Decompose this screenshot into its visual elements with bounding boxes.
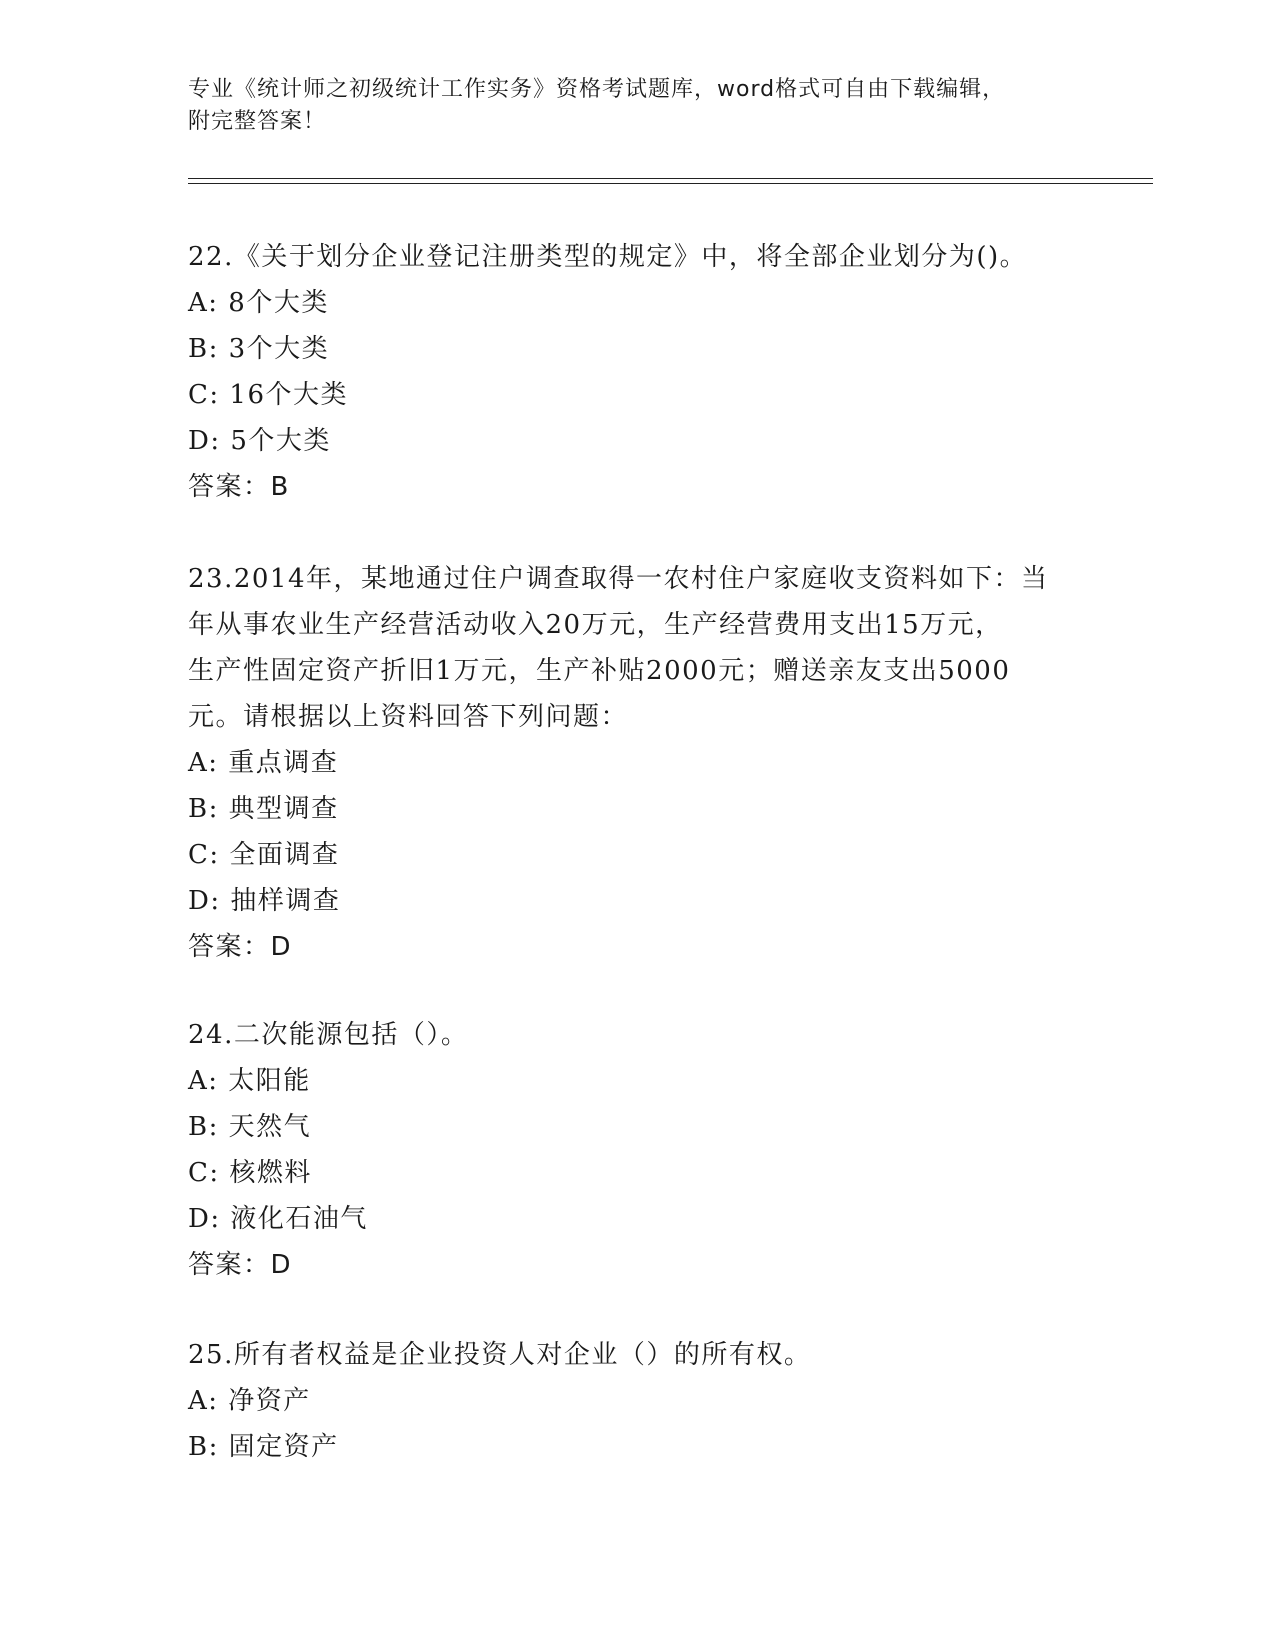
option-d: D: 5个大类 xyxy=(188,426,331,456)
option-a: A: 净资产 xyxy=(188,1386,311,1416)
option-b: B: 天然气 xyxy=(188,1112,312,1142)
question-24 xyxy=(188,1012,1088,1288)
option-a: A: 重点调查 xyxy=(188,748,339,778)
option-a: A: 太阳能 xyxy=(188,1066,311,1096)
document-header xyxy=(188,74,1088,138)
option-d: D: 液化石油气 xyxy=(188,1204,368,1234)
answer-line: 答案：D xyxy=(188,1250,293,1280)
question-stem: 25.所有者权益是企业投资人对企业（）的所有权。 xyxy=(188,1340,812,1370)
question-stem: 22.《关于划分企业登记注册类型的规定》中，将全部企业划分为()。 xyxy=(188,242,1028,272)
option-c: C: 核燃料 xyxy=(188,1158,312,1188)
question-22 xyxy=(188,234,1088,510)
header-divider xyxy=(188,178,1153,179)
question-stem: 生产性固定资产折旧1万元，生产补贴2000元；赠送亲友支出5000 xyxy=(188,656,1011,686)
question-stem: 年从事农业生产经营活动收入20万元，生产经营费用支出15万元， xyxy=(188,610,1003,640)
option-b: B: 3个大类 xyxy=(188,334,330,364)
header-line: 附完整答案！ xyxy=(188,109,327,134)
answer-line: 答案：D xyxy=(188,932,293,962)
question-stem: 元。请根据以上资料回答下列问题： xyxy=(188,702,629,732)
option-b: B: 典型调查 xyxy=(188,794,339,824)
option-c: C: 16个大类 xyxy=(188,380,349,410)
question-25 xyxy=(188,1332,1088,1470)
option-d: D: 抽样调查 xyxy=(188,886,341,916)
question-stem: 24.二次能源包括（）。 xyxy=(188,1020,469,1050)
header-divider xyxy=(188,183,1153,184)
question-stem: 23.2014年，某地通过住户调查取得一农村住户家庭收支资料如下：当 xyxy=(188,564,1049,594)
option-a: A: 8个大类 xyxy=(188,288,329,318)
answer-line: 答案：B xyxy=(188,472,290,502)
question-23 xyxy=(188,556,1088,970)
option-c: C: 全面调查 xyxy=(188,840,340,870)
option-b: B: 固定资产 xyxy=(188,1432,339,1462)
header-line: 专业《统计师之初级统计工作实务》资格考试题库，word格式可自由下载编辑， xyxy=(188,77,1006,102)
